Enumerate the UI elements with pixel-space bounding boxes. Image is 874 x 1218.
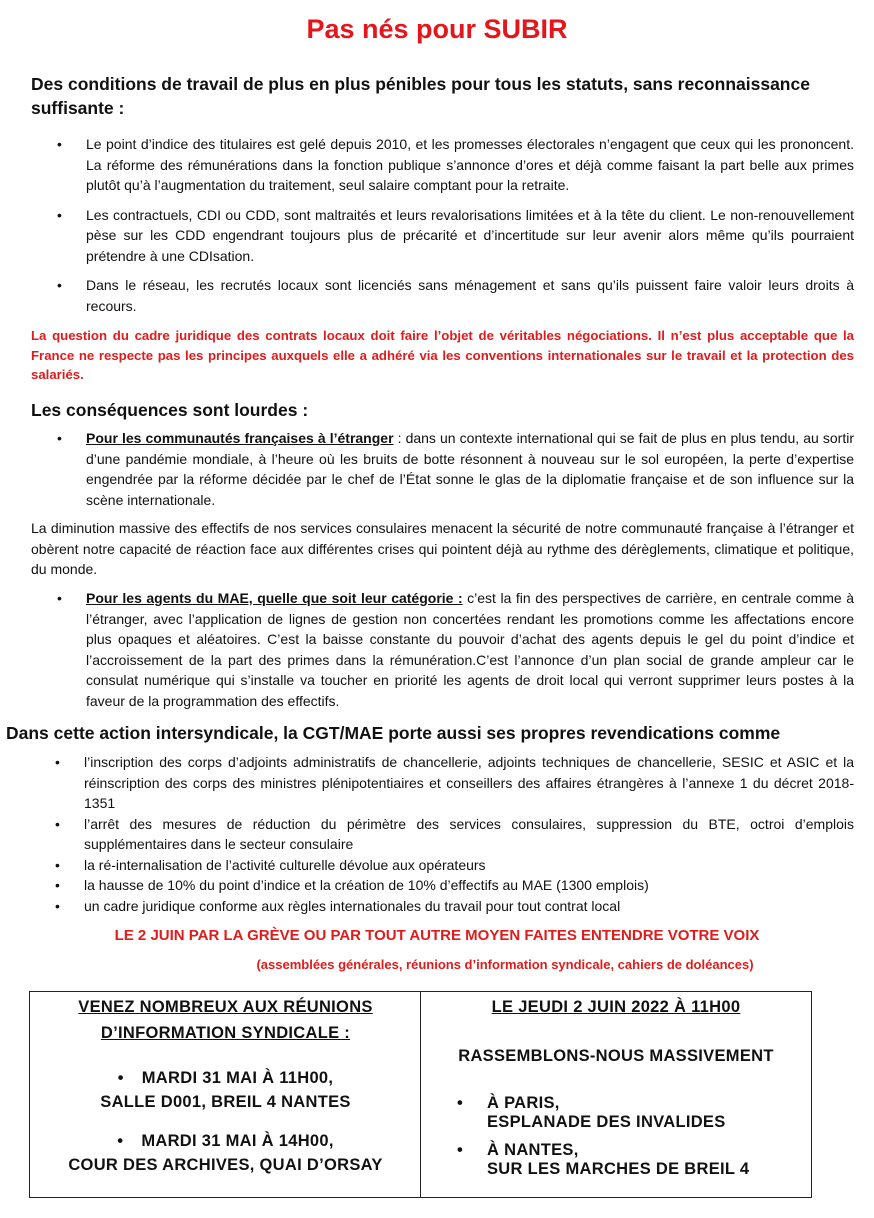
list-item xyxy=(55,752,854,814)
list-item xyxy=(57,134,854,196)
list-item xyxy=(55,855,854,876)
list-item-text: l’inscription des corps d’adjoints administratifs de chancellerie, adjoints techniques de chancellerie, SESIC et ASIC et la réinscription des corps des ministres plénipotentiaires et conseillers des affaires étrangères à l’annexe 1 du décret 2018-1351 xyxy=(84,754,854,811)
list-item-text: Le point d’indice des titulaires est gelé depuis 2010, et les promesses électorales n’engagent que ceux qui les prononcent. La réforme des rémunérations dans la fonction publique s’annonce d’ores et déjà comme faisant la part belle aux primes plutôt qu’à l’augmentation du traitement, seul salaire comptant pour la retraite. xyxy=(86,136,854,193)
rally-column xyxy=(421,992,811,1197)
rally-subheading: RASSEMBLONS-NOUS MASSIVEMENT xyxy=(458,1047,774,1065)
bullet-icon: • xyxy=(55,897,60,914)
list-item-text: Dans le réseau, les recrutés locaux sont licenciés sans ménagement et sans qu’ils puissent faire valoir leurs droits à recours. xyxy=(86,277,854,314)
call-to-action-subtext: (assemblées générales, réunions d’information syndicale, cahiers de doléances) xyxy=(256,957,754,972)
list-item xyxy=(57,588,855,711)
rally-city: À PARIS, xyxy=(487,1094,560,1112)
section3-list xyxy=(55,752,854,916)
bullet-icon: • xyxy=(57,430,62,446)
call-to-action: LE 2 JUIN PAR LA GRÈVE OU PAR TOUT AUTRE MOYEN FAITES ENTENDRE VOTRE VOIX xyxy=(114,927,760,944)
bullet-icon: • xyxy=(457,1141,464,1159)
section1-list xyxy=(57,134,854,316)
list-item xyxy=(55,875,854,896)
section2-heading: Les conséquences sont lourdes : xyxy=(31,400,309,420)
page-title: Pas nés pour SUBIR xyxy=(306,14,568,44)
bullet-icon: • xyxy=(55,754,60,770)
list-item xyxy=(57,205,854,267)
list-item xyxy=(57,428,854,510)
section2-list-1 xyxy=(57,428,854,510)
bullet-label: Pour les communautés françaises à l’étranger xyxy=(86,430,394,446)
bullet-icon: • xyxy=(55,856,60,873)
rally-item xyxy=(459,1141,749,1179)
section2-paragraph: La diminution massive des effectifs de nos services consulaires menacent la sécurité de notre communauté française à l’étranger et obèrent notre capacité de réaction face aux différentes crises qui pointent déjà au rythme des dérèglements, climatique et politique, du monde. xyxy=(31,520,854,577)
bullet-label: Pour les agents du MAE, quelle que soit leur catégorie : xyxy=(86,590,463,606)
rally-item xyxy=(459,1094,726,1132)
list-item-text: c’est la fin des perspectives de carrière, en centrale comme à l’étranger, avec l’application de lignes de gestion non concertées rendant les promotions comme les affectations encore plus opaques et aléatoires. C’est la baisse constante du pouvoir d’achat des agents depuis le gel du point d’indice et l’accroissement de la part des primes dans la rémunération.C’est l’annonce d’un plan social de grande ampleur car le consulat numérique qui s’installe va toucher en priorité les agents de droit local qui verront supprimer leurs postes à la faveur de la programmation des effectifs. xyxy=(86,590,855,709)
list-item-text: un cadre juridique conforme aux règles internationales du travail pour tout contrat local xyxy=(84,897,621,914)
bullet-icon: • xyxy=(55,877,60,893)
meeting-location: SALLE D001, BREIL 4 NANTES xyxy=(100,1093,351,1111)
bullet-icon: • xyxy=(117,1069,124,1087)
section2-list-2 xyxy=(57,588,855,711)
bullet-icon: • xyxy=(57,136,62,152)
list-item xyxy=(55,896,854,917)
meeting-item xyxy=(30,1132,421,1151)
list-item xyxy=(55,814,854,855)
section1-heading xyxy=(31,72,854,120)
info-box xyxy=(29,991,812,1198)
section1-heading-line2: suffisante : xyxy=(31,98,125,118)
bullet-icon: • xyxy=(57,277,62,293)
list-item-text: la hausse de 10% du point d’indice et la création de 10% d’effectifs au MAE (1300 emplois) xyxy=(84,877,649,893)
bullet-icon: • xyxy=(57,206,62,223)
meeting-location: COUR DES ARCHIVES, QUAI D’ORSAY xyxy=(68,1156,383,1174)
bullet-icon: • xyxy=(57,590,62,606)
meetings-column xyxy=(30,992,421,1197)
list-item-text: Les contractuels, CDI ou CDD, sont maltraités et leurs revalorisations limitées et à la tête du client. Le non-renouvellement pèse sur les CDD engendrant toujours plus de précarité et d’incertitude sur leur avenir alors même qu’ils pourraient prétendre à une CDIsation. xyxy=(86,206,854,264)
section3-heading: Dans cette action intersyndicale, la CGT/MAE porte aussi ses propres revendications comme xyxy=(6,723,781,743)
meeting-date: MARDI 31 MAI À 11H00, xyxy=(141,1069,334,1087)
bullet-icon: • xyxy=(55,815,60,832)
section1-heading-line1: Des conditions de travail de plus en plus pénibles pour tous les statuts, sans reconnaissance xyxy=(31,74,810,94)
bullet-icon: • xyxy=(117,1132,124,1150)
bullet-icon: • xyxy=(457,1094,464,1112)
meeting-item xyxy=(30,1069,421,1088)
meeting-date: MARDI 31 MAI À 14H00, xyxy=(141,1132,334,1150)
rally-location: ESPLANADE DES INVALIDES xyxy=(487,1113,726,1131)
rally-location: SUR LES MARCHES DE BREIL 4 xyxy=(487,1160,750,1178)
rally-heading: LE JEUDI 2 JUIN 2022 À 11H00 xyxy=(491,998,741,1016)
list-item-text: : dans un contexte international qui se fait de plus en plus tendu, au sortir d’une pandémie mondiale, à l’heure où les bruits de botte résonnent à nouveau sur le sol européen, la perte d’expertise engendrée par la réforme décidée par le chef de l’État sonne le glas de la diplomatie française et de son influence sur la scène internationale. xyxy=(86,430,854,508)
meetings-heading-line1: VENEZ NOMBREUX AUX RÉUNIONS xyxy=(78,998,373,1016)
rally-city: À NANTES, xyxy=(487,1141,579,1159)
list-item-text: la ré-internalisation de l’activité culturelle dévolue aux opérateurs xyxy=(84,856,486,873)
list-item xyxy=(57,275,854,316)
meetings-heading-line2: D’INFORMATION SYNDICALE : xyxy=(100,1024,351,1042)
red-paragraph: La question du cadre juridique des contrats locaux doit faire l’objet de véritables négociations. Il n’est plus acceptable que la France ne respecte pas les principes auxquels elle a adhéré via les conventions internationales sur le travail et la protection des salariés. xyxy=(31,328,854,382)
list-item-text: l’arrêt des mesures de réduction du périmètre des services consulaires, suppression du BTE, octroi d’emplois supplémentaires dans le secteur consulaire xyxy=(84,815,854,852)
